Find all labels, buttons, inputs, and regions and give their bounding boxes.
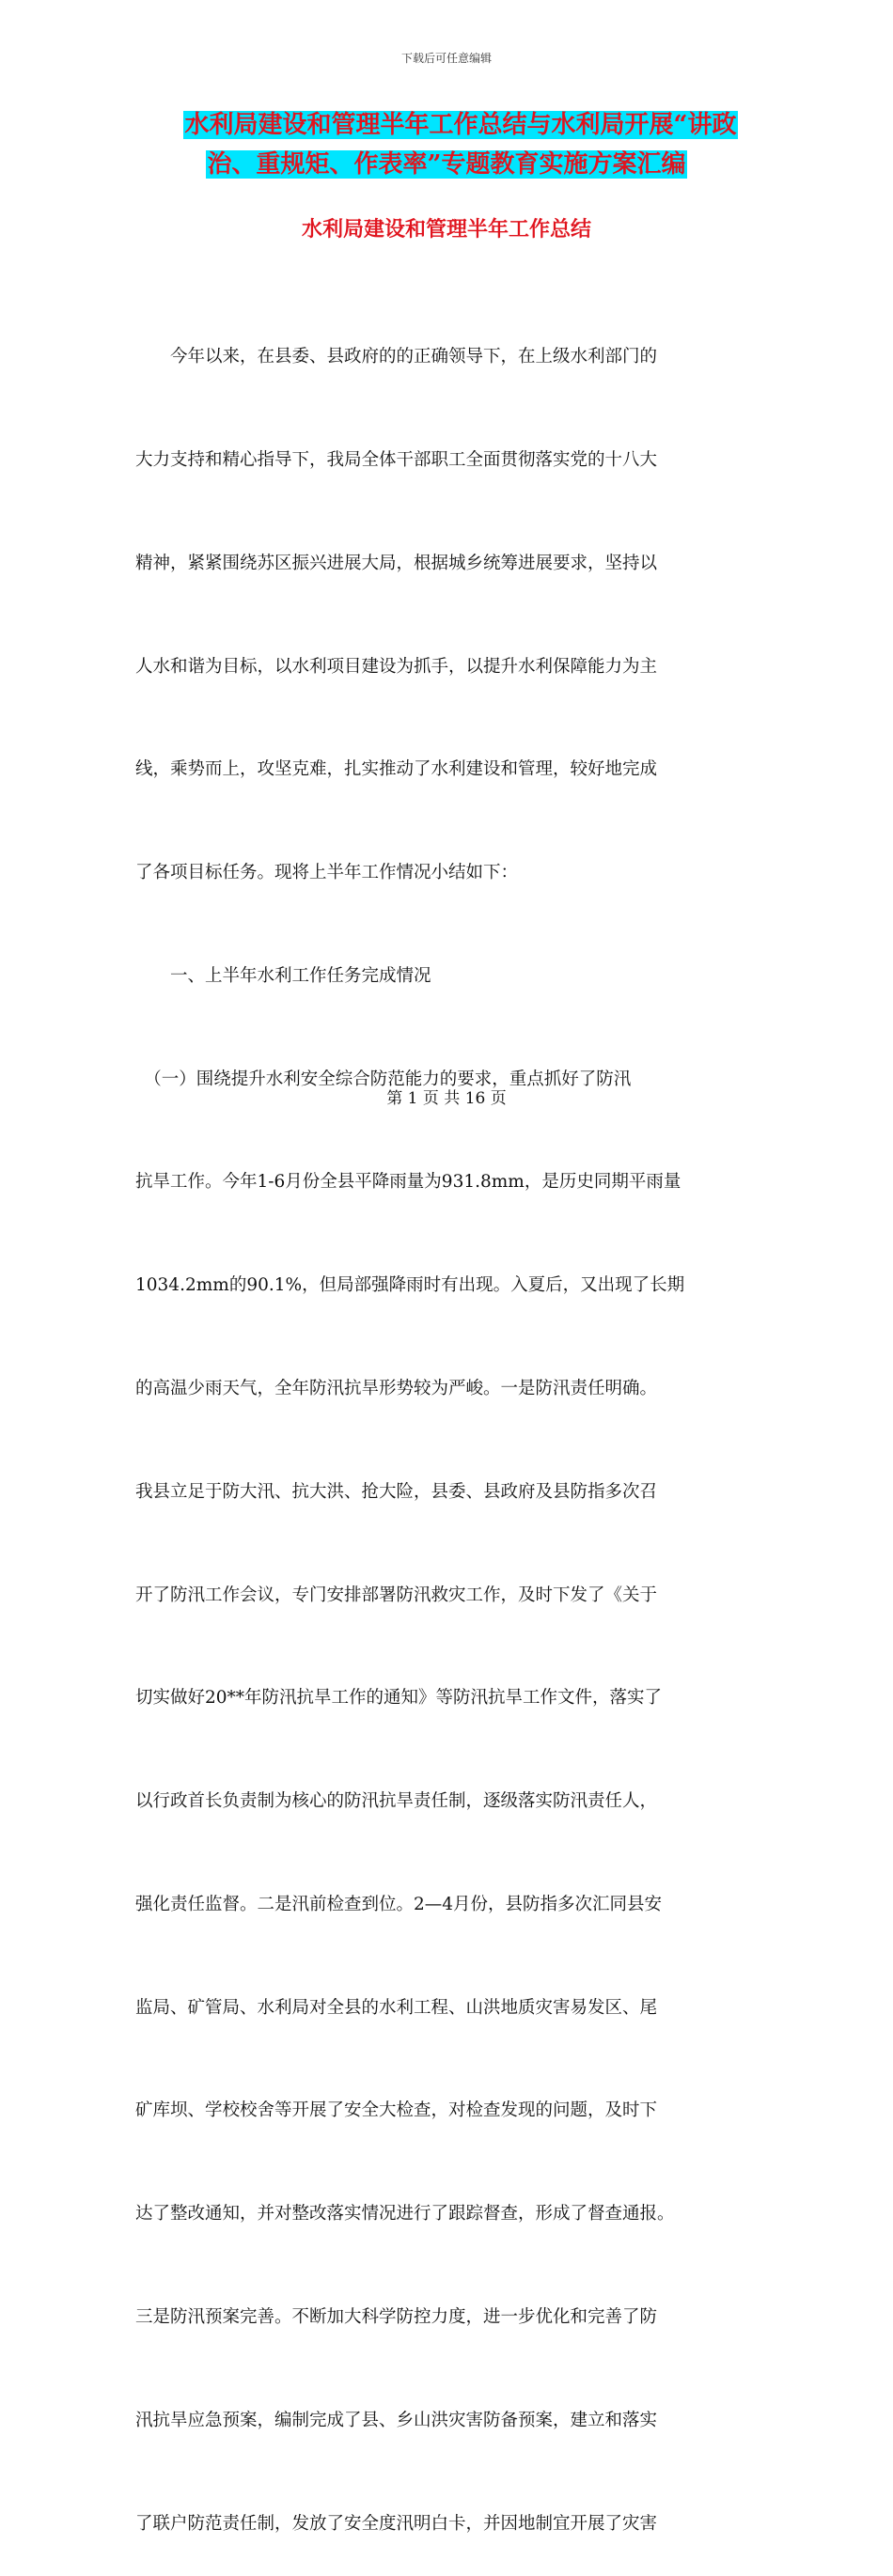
text-line: 今年以来，在县委、县政府的的正确领导下，在上级水利部门的 xyxy=(135,347,658,367)
text-line: 了各项目标任务。现将上半年工作情况小结如下： xyxy=(135,863,519,883)
title-highlight-2: 治、重规矩、作表率”专题教育实施方案汇编 xyxy=(207,150,686,179)
text-line: （一）围绕提升水利安全综合防范能力的要求，重点抓好了防汛 xyxy=(135,1069,632,1089)
text-line: 矿库坝、学校校舍等开展了安全大检查，对检查发现的问题，及时下 xyxy=(135,2100,658,2121)
text-line: 一、上半年水利工作任务完成情况 xyxy=(135,965,431,986)
document-title-line-2 xyxy=(0,146,893,183)
text-line: 的高温少雨天气，全年防汛抗旱形势较为严峻。一是防汛责任明确。 xyxy=(135,1379,658,1398)
page-footer: 第 1 页 共 16 页 xyxy=(386,1089,507,1108)
text-line: 了联户防范责任制，发放了安全度汛明白卡，并因地制宜开展了灾害 xyxy=(135,2513,658,2534)
header-note: 下载后可任意编辑 xyxy=(400,52,492,65)
text-line: 1034.2mm的90.1%，但局部强降雨时有出现。入夏后，又出现了长期 xyxy=(135,1275,685,1296)
text-line: 我县立足于防大汛、抗大洪、抢大险，县委、县政府及县防指多次召 xyxy=(135,1481,658,1502)
text-line: 大力支持和精心指导下，我局全体干部职工全面贯彻落实党的十八大 xyxy=(135,449,658,470)
text-line: 切实做好20**年防汛抗旱工作的通知》等防汛抗旱工作文件，落实了 xyxy=(135,1688,663,1709)
text-line: 三是防汛预案完善。不断加大科学防控力度，进一步优化和完善了防 xyxy=(135,2307,658,2328)
text-line: 线，乘势而上，攻坚克难，扎实推动了水利建设和管理，较好地完成 xyxy=(135,759,658,780)
text-line: 监局、矿管局、水利局对全县的水利工程、山洪地质灾害易发区、尾 xyxy=(135,1997,658,2018)
text-line: 抗旱工作。今年1-6月份全县平降雨量为931.8mm，是历史同期平雨量 xyxy=(135,1172,682,1193)
text-line: 达了整改通知，并对整改落实情况进行了跟踪督查，形成了督查通报。 xyxy=(135,2204,675,2225)
section-subtitle: 水利局建设和管理半年工作总结 xyxy=(301,217,591,242)
text-line: 汛抗旱应急预案，编制完成了县、乡山洪灾害防备预案，建立和落实 xyxy=(135,2410,658,2430)
title-highlight-1: 水利局建设和管理半年工作总结与水利局开展“讲政 xyxy=(184,111,737,139)
text-line: 人水和谐为目标，以水利项目建设为抓手，以提升水利保障能力为主 xyxy=(135,656,658,677)
text-line: 精神，紧紧围绕苏区振兴进展大局，根据城乡统筹进展要求，坚持以 xyxy=(135,553,658,573)
text-line: 强化责任监督。二是汛前检查到位。2—4月份，县防指多次汇同县安 xyxy=(135,1894,663,1914)
text-line: 开了防汛工作会议，专门安排部署防汛救灾工作，及时下发了《关于 xyxy=(135,1585,658,1605)
body-text xyxy=(135,272,760,2576)
document-title-line-1 xyxy=(0,106,893,144)
text-line: 以行政首长负责制为核心的防汛抗旱责任制，逐级落实防汛责任人， xyxy=(135,1791,658,1812)
